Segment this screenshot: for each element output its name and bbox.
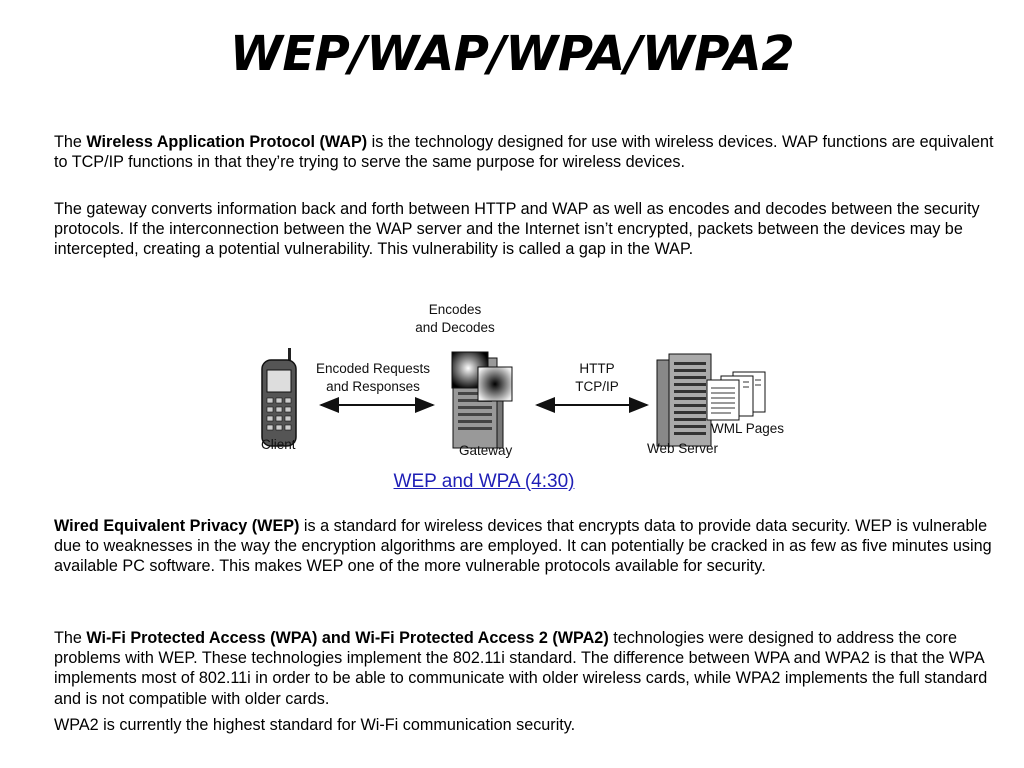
encoded-requests-line2: and Responses — [326, 379, 420, 394]
wep-paragraph — [54, 516, 1004, 577]
wpa-term: Wi-Fi Protected Access (WPA) and Wi-Fi Protected Access 2 (WPA2) — [86, 629, 609, 647]
wap-paragraph — [54, 132, 1004, 172]
document-stack-icon — [707, 372, 765, 420]
encodes-line2: and Decodes — [415, 320, 495, 335]
wml-pages-label: WML Pages — [711, 421, 785, 436]
video-link-container — [0, 470, 968, 494]
http-line1: HTTP — [579, 361, 615, 376]
slide-title: WEP/WAP/WPA/WPA2 — [229, 26, 795, 82]
wep-wpa-video-link[interactable]: WEP and WPA (4:30) — [393, 471, 575, 492]
web-server-label: Web Server — [647, 441, 719, 456]
encodes-line1: Encodes — [428, 302, 482, 317]
wpa-pre: The — [54, 629, 87, 647]
cell-phone-icon — [262, 348, 296, 446]
web-server-icon — [657, 354, 711, 446]
encoded-requests-line1: Encoded Requests — [315, 361, 431, 376]
wap-post: is the technology designed for use with wireless devices. WAP functions are equivalent to TCP/IP functions in that they’re trying to serve the same purpose for wireless devices. — [54, 133, 994, 172]
gateway-server-icon — [452, 352, 512, 448]
gateway-paragraph: The gateway converts information back and forth between HTTP and WAP as well as encodes and decodes between the security protocols. If the interconnection between the WAP server and the Internet isn’t encrypted, packets between the devices may be intercepted, creating a potential vulnerability. This vulnerability is called a gap in the WAP. — [54, 200, 980, 259]
client-label: Client — [261, 437, 296, 452]
wpa2-paragraph: WPA2 is currently the highest standard for Wi-Fi communication security. — [54, 716, 576, 734]
wap-pre: The — [54, 133, 87, 151]
wpa-post: technologies were designed to address the core problems with WEP. These technologies implement the 802.11i standard. The difference between WPA and WPA2 is that the WPA implements most of 802.11i in order to be able to communicate with older wireless cards, while WPA2 implements the full standard and is not compatible with older cards. — [54, 629, 988, 708]
http-line2: TCP/IP — [575, 379, 619, 394]
wpa-paragraph — [54, 628, 1004, 709]
gateway-label: Gateway — [459, 443, 513, 458]
wap-diagram — [245, 296, 805, 462]
wep-post: is a standard for wireless devices that encrypts data to provide data security. WEP is vulnerable due to weaknesses in the way the encryption algorithms are employed. It can potentially be cracked in as few as five minutes using available PC software. This makes WEP one of the more vulnerable protocols available for security. — [54, 517, 992, 576]
wep-term: Wired Equivalent Privacy (WEP) — [54, 517, 300, 535]
wap-term: Wireless Application Protocol (WAP) — [86, 133, 368, 151]
